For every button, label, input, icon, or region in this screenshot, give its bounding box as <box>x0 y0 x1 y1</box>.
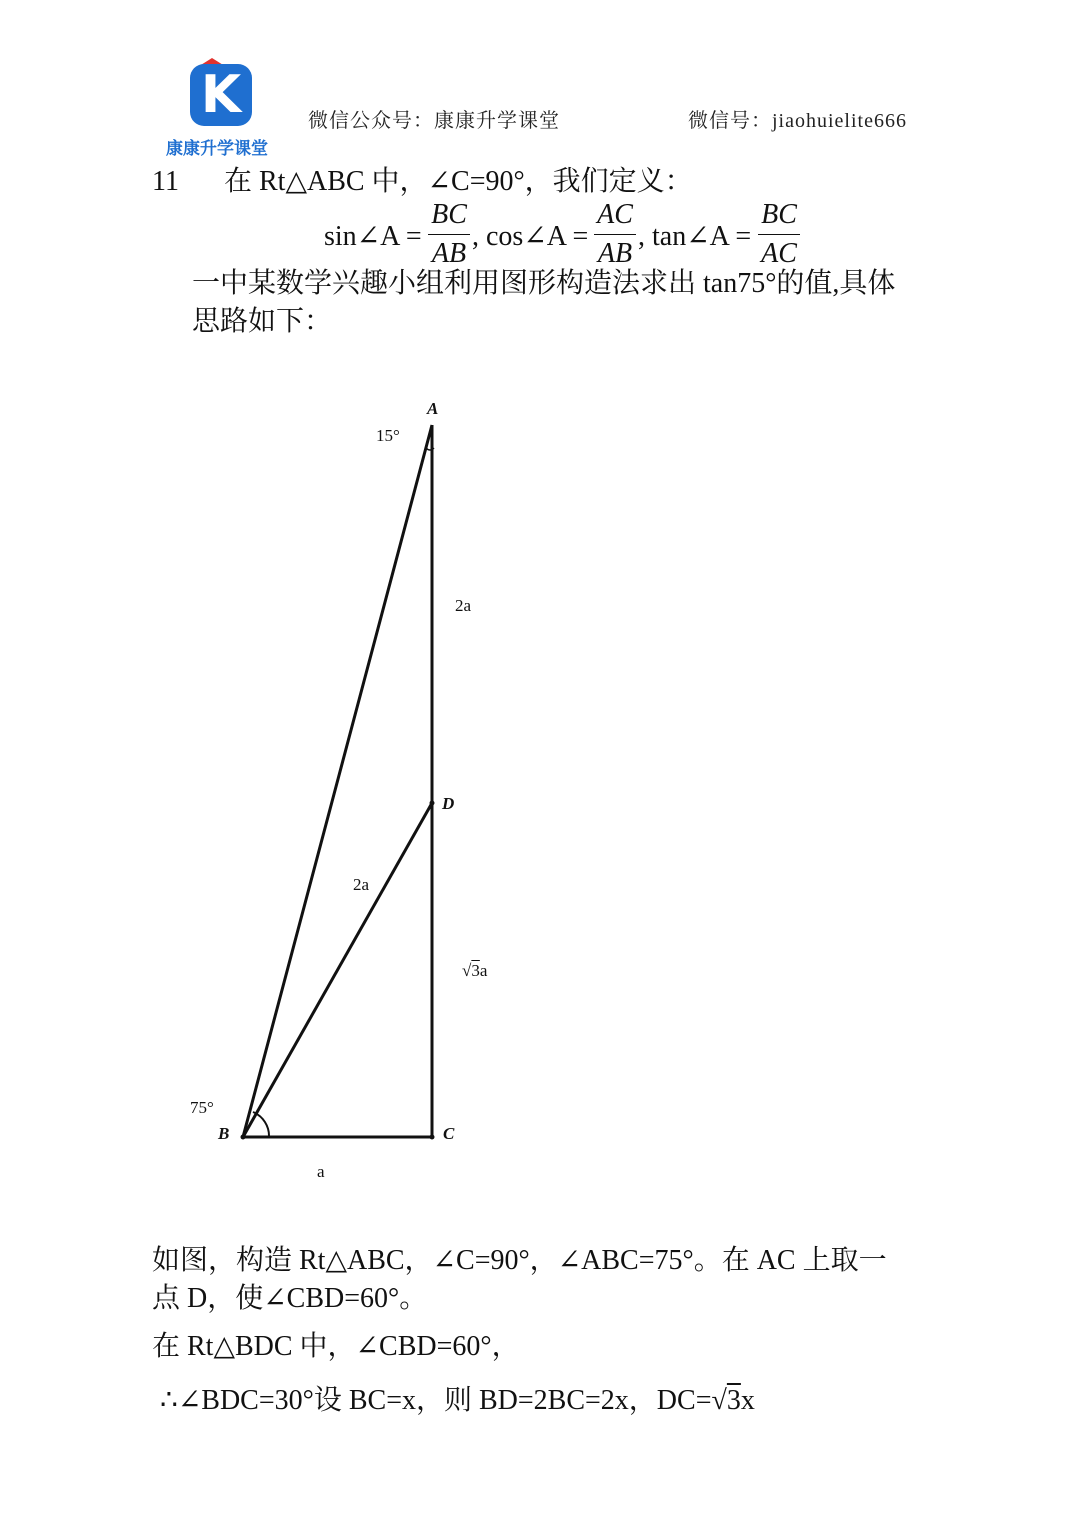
point-b-dot <box>241 1135 246 1140</box>
question-intro: 在 Rt△ABC 中，∠C=90°，我们定义： <box>224 166 693 197</box>
sin-label: sin∠A = <box>324 221 422 252</box>
paragraph-line-1: 一中某数学兴趣小组利用图形构造法求出 tan75°的值,具体 <box>192 268 896 299</box>
cos-numerator: AC <box>597 199 633 230</box>
point-d-dot <box>430 801 435 806</box>
label-length-dc <box>462 961 487 981</box>
solution-line-1: 如图，构造 Rt△ABC，∠C=90°，∠ABC=75°。在 AC 上取一 <box>152 1245 887 1276</box>
solution-line-4-suffix: x <box>740 1385 755 1416</box>
question-number: 11 <box>152 166 179 197</box>
side-ab <box>243 425 432 1137</box>
label-length-ad: 2a <box>455 596 472 615</box>
wechat-public-account: 微信公众号：康康升学课堂 <box>308 110 560 132</box>
label-angle-b: 75° <box>190 1098 214 1117</box>
label-point-b: B <box>218 1124 230 1143</box>
label-point-a: A <box>427 399 439 418</box>
solution-line-4-prefix: ∴∠BDC=30°设 BC=x，则 BD=2BC=2x，DC=√ <box>160 1385 727 1416</box>
length-suffix: a <box>479 961 488 980</box>
tan-numerator: BC <box>761 199 797 230</box>
label-point-c: C <box>443 1124 455 1143</box>
wechat-id: 微信号：jiaohuielite666 <box>688 110 907 132</box>
sin-denominator: AB <box>431 238 467 269</box>
label-length-bc: a <box>317 1162 325 1181</box>
sqrt-radicand: 3 <box>471 961 480 980</box>
logo-text: 康康升学课堂 <box>166 139 268 159</box>
angle-a-arc <box>426 448 434 450</box>
segment-bd <box>243 803 432 1137</box>
solution-line-2: 点 D，使∠CBD=60°。 <box>152 1283 428 1314</box>
label-point-d: D <box>442 794 455 813</box>
cos-denominator: AB <box>597 238 633 269</box>
cos-label: , cos∠A = <box>472 221 589 252</box>
tan-label: , tan∠A = <box>638 221 752 252</box>
sqrt-sign: √ <box>462 961 472 980</box>
point-c-dot <box>430 1135 435 1140</box>
solution-line-4-radicand: 3 <box>726 1385 741 1416</box>
paragraph-line-2: 思路如下： <box>192 306 333 337</box>
tan-denominator: AC <box>761 238 797 269</box>
sin-numerator: BC <box>431 199 467 230</box>
solution-line-3: 在 Rt△BDC 中，∠CBD=60°， <box>152 1331 520 1362</box>
logo-letter: K <box>190 64 252 126</box>
label-length-bd: 2a <box>353 875 370 894</box>
solution-line-4 <box>160 1383 755 1419</box>
label-angle-a: 15° <box>376 426 400 445</box>
